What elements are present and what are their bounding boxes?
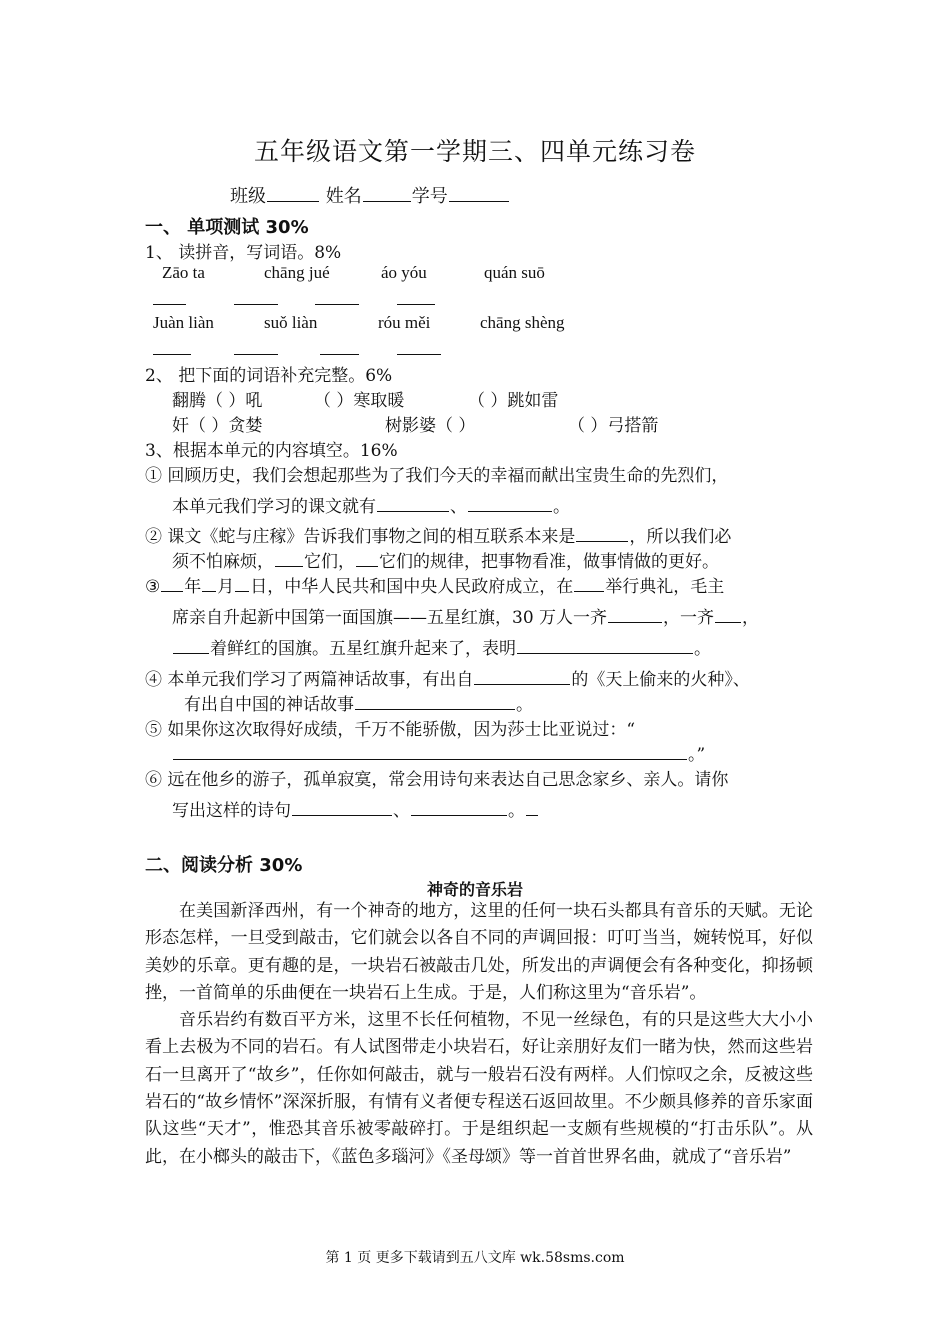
answer-blank-7[interactable]	[320, 354, 359, 355]
student-info-line	[230, 182, 510, 208]
pinyin-4: quán suō	[484, 263, 545, 282]
page-title: 五年级语文第一学期三、四单元练习卷	[253, 137, 696, 166]
fill-blank[interactable]	[356, 550, 378, 567]
pinyin-1: Zāo ta	[162, 263, 205, 282]
fill-blank[interactable]	[275, 550, 303, 567]
page-footer: 第 1 页 更多下载请到五八文库 wk.58sms.com	[325, 1250, 625, 1266]
answer-blank-5[interactable]	[153, 354, 191, 355]
pinyin-6: suǒ liàn	[264, 313, 318, 332]
answer-blank-6[interactable]	[234, 354, 278, 355]
idiom-5: 树影婆（ ）	[385, 416, 476, 436]
fill-blank[interactable]	[411, 799, 507, 816]
article-paragraph: 在美国新泽西州，有一个神奇的地方，这里的任何一块石头都具有音乐的天赋。无论形态怎样，一旦受到敲击，它们就会以各自不同的声调回报：叮叮当当，婉转悦耳，好似美妙的乐章。更有趣的是，一块岩石被敲击几处，所发出的声调便会有各种变化，抑扬顿挫，一首简单的乐曲便在一块岩石上生成。于是，人们称这里为“音乐岩”。	[145, 901, 813, 1003]
name-label: 姓名	[325, 186, 362, 207]
question-3-label: 3、根据本单元的内容填空。16%	[145, 441, 398, 461]
fill-blank[interactable]	[235, 575, 249, 592]
answer-blank-2[interactable]	[234, 304, 278, 305]
question-1-label: 1、 读拼音，写词语。8%	[145, 243, 342, 263]
pinyin-7: róu měi	[378, 313, 431, 332]
item-2-line-a: ② 课文《蛇与庄稼》告诉我们事物之间的相互联系本来是 ，所以我们必	[145, 527, 732, 547]
article-title: 神奇的音乐岩	[426, 880, 523, 899]
pinyin-8: chāng shèng	[480, 313, 565, 332]
fill-blank[interactable]	[292, 799, 392, 816]
item-2-line-b: 须不怕麻烦， 它们， 它们的规律，把事物看准，做事情做的更好。	[172, 552, 719, 572]
question-2-label: 2、 把下面的词语补充完整。6%	[145, 366, 393, 386]
answer-blank-1[interactable]	[153, 304, 186, 305]
idiom-4: 奸（ ）贪婪	[172, 416, 263, 436]
fill-blank[interactable]	[468, 495, 552, 512]
fill-blank[interactable]	[526, 799, 538, 816]
item-3-line-c: 着鲜红的国旗。五星红旗升起来了，表明 。	[172, 634, 711, 659]
number-label: 学号	[411, 186, 448, 207]
fill-blank[interactable]	[574, 575, 604, 592]
fill-blank[interactable]	[474, 668, 570, 685]
fill-blank[interactable]	[173, 637, 209, 654]
item-1-line-a: ① 回顾历史，我们会想起那些为了我们今天的幸福而献出宝贵生命的先烈们，	[145, 466, 729, 486]
idiom-2: （ ）寒取暖	[314, 391, 405, 411]
number-blank[interactable]	[449, 185, 509, 202]
fill-blank[interactable]	[715, 606, 741, 623]
fill-blank[interactable]	[161, 575, 183, 592]
answer-blank-3[interactable]	[315, 304, 359, 305]
answer-blank-4[interactable]	[397, 304, 435, 305]
item-5-line-b: 。”	[172, 740, 705, 765]
item-4-line-a: ④ 本单元我们学习了两篇神话故事，有出自 的《天上偷来的火种》、	[145, 670, 750, 690]
item-3-line-b: 席亲自升起新中国第一面国旗——五星红旗，30 万人一齐 ，一齐 ，	[172, 608, 760, 628]
article-paragraph: 音乐岩约有数百平方米，这里不长任何植物，不见一丝绿色，有的只是这些大大小小看上去极为不同的岩石。有人试图带走小块岩石，好让亲朋好友们一睹为快，然而这些岩石一旦离开了“故乡”，任你如何敲击，就与一般岩石没有两样。人们惊叹之余，反被这些岩石的“故乡情怀”深深折服，有情有义者便专程送石返回故里。不少颇具修养的音乐家面队这些“天才”，惟恐其音乐被零敲碎打。于是组织起一支颇有些规模的“打击乐队”。从此，在小榔头的敲击下，《蓝色多瑙河》《圣母颂》等一首首世界名曲，就成了“音乐岩”	[145, 1010, 813, 1167]
idiom-6: （ ）弓搭箭	[568, 416, 659, 436]
fill-blank[interactable]	[576, 525, 628, 542]
item-6-line-a: ⑥ 远在他乡的游子，孤单寂寞，常会用诗句来表达自己思念家乡、亲人。请你	[145, 770, 729, 790]
fill-blank[interactable]	[202, 575, 216, 592]
class-label: 班级	[230, 186, 266, 207]
answer-blank-8[interactable]	[397, 354, 441, 355]
fill-blank[interactable]	[517, 637, 693, 654]
item-6-line-b: 写出这样的诗句 、 。	[172, 796, 539, 821]
idiom-3: （ ）跳如雷	[468, 391, 559, 411]
article-body	[145, 898, 813, 1171]
fill-blank[interactable]	[377, 495, 449, 512]
item-5-line-a: ⑤ 如果你这次取得好成绩，千万不能骄傲，因为莎士比亚说过：“	[145, 720, 636, 740]
idiom-1: 翻腾（ ）吼	[172, 391, 263, 411]
pinyin-2: chāng jué	[264, 263, 330, 282]
section-1-heading: 一、 单项测试 30%	[145, 217, 309, 238]
item-4-line-b: 有出自中国的神话故事 。	[184, 695, 533, 715]
pinyin-3: áo yóu	[381, 263, 427, 282]
name-blank[interactable]	[363, 185, 411, 202]
item-1-line-b: 本单元我们学习的课文就有 、 。	[172, 497, 570, 517]
section-2-heading: 二、阅读分析 30%	[145, 855, 303, 876]
fill-blank[interactable]	[355, 693, 515, 710]
pinyin-5: Juàn liàn	[153, 313, 214, 332]
fill-blank[interactable]	[173, 743, 687, 760]
class-blank[interactable]	[267, 185, 319, 202]
item-3-line-a: ③ 年 月 日，中华人民共和国中央人民政府成立，在 举行典礼，毛主	[145, 577, 725, 597]
fill-blank[interactable]	[608, 606, 662, 623]
